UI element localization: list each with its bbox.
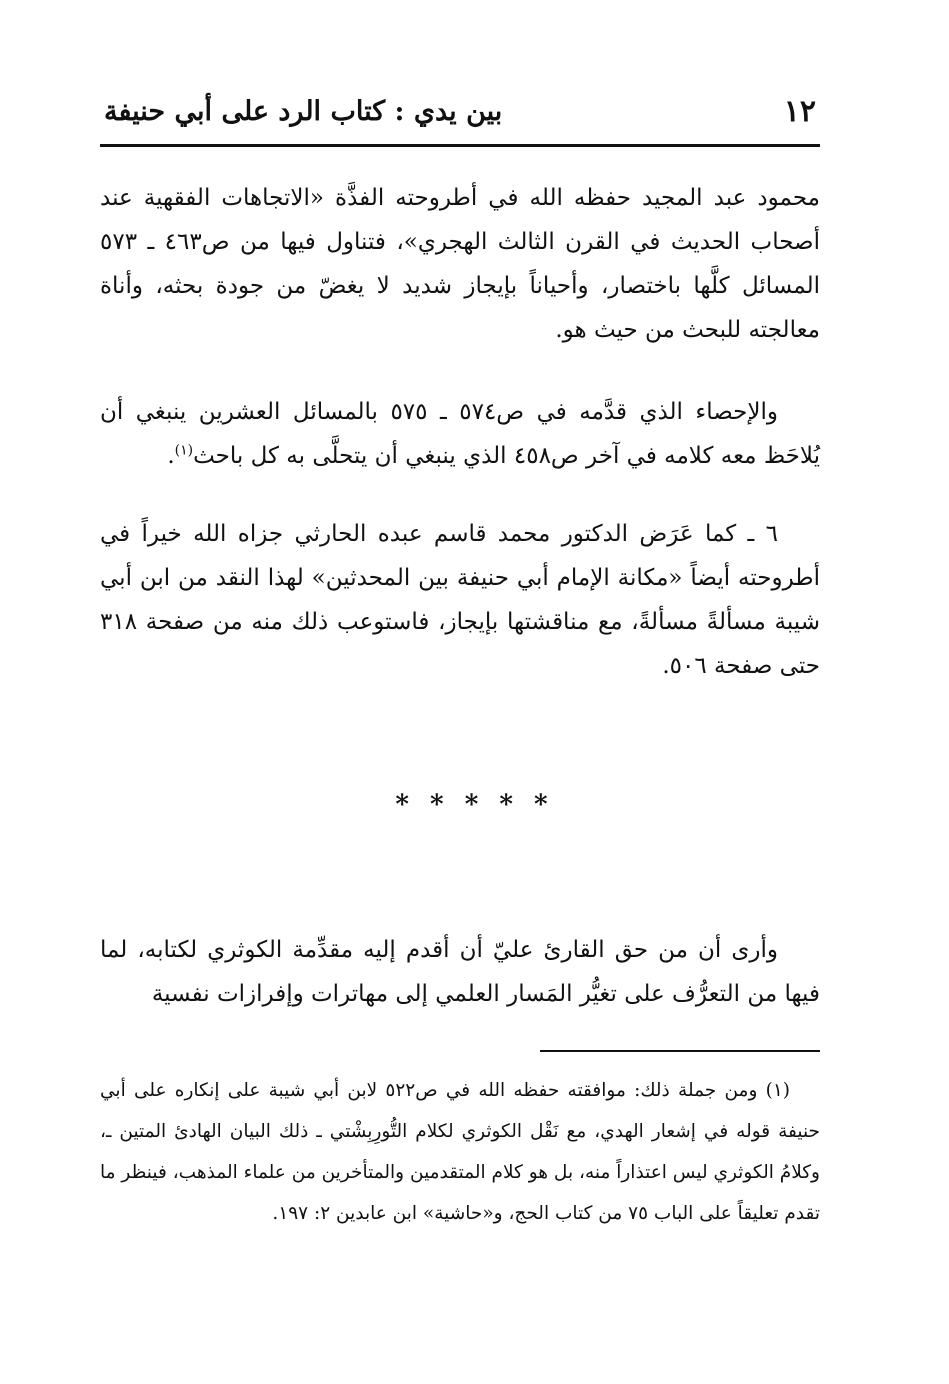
footnote: (١) ومن جملة ذلك: موافقته حفظه الله في ص٥٢٢ لابن أبي شيبة على إنكاره على أبي حنيفة قوله في إشعار الهدي، مع نَقْل الكوثري لكلام التُّورِبِشْتي ـ ذلك البيان الهادئ المتين ـ، وكلامُ الكوثري ليس اعتذاراً منه، بل هو كلام المتقدمين والمتأخرين من علماء المذهب، فينظر ما تقدم تعليقاً على الباب ٧٥ من كتاب الحج، و«حاشية» ابن عابدين ٢: ١٩٧. [100,1080,820,1224]
paragraph-2: والإحصاء الذي قدَّمه في ص٥٧٤ ـ ٥٧٥ بالمسائل العشرين ينبغي أن يُلاحَظ معه كلامه في آخر ص٤٥٨ الذي ينبغي أن يتحلَّى به كل باحث$^{(١)}$. [100,399,820,469]
footnote-reference: (١) [174,442,194,459]
running-title: بين يدي : كتاب الرد على أبي حنيفة [104,96,503,127]
footnote-rule [540,1050,820,1052]
paragraph-3: ٦ ـ كما عَرَض الدكتور محمد قاسم عبده الحارثي جزاه الله خيراً في أطروحته أيضاً «مكانة الإمام أبي حنيفة بين المحدثين» لهذا النقد من ابن أبي شيبة مسألةً مسألةً، مع مناقشتها بإيجاز، فاستوعب ذلك منه من صفحة ٣١٨ حتى صفحة ٥٠٦. [100,521,820,679]
page-header [100,92,818,132]
paragraph-2-text: والإحصاء الذي قدَّمه في ص٥٧٤ ـ ٥٧٥ بالمسائل العشرين ينبغي أن يُلاحَظ معه كلامه في آخر ص٤٥٨ الذي ينبغي أن يتحلَّى به كل باحث [100,399,820,469]
section-separator: * * * * * [395,790,554,820]
page-number: ١٢ [783,94,816,129]
header-rule [100,144,820,147]
paragraph-1: محمود عبد المجيد حفظه الله في أطروحته الفذَّة «الاتجاهات الفقهية عند أصحاب الحديث في القرن الثالث الهجري»، فتناول فيها من ص٤٦٣ ـ ٥٧٣ المسائل كلَّها باختصار، وأحياناً بإيجاز شديد لا يغضّ من جودة بحثه، وأناة معالجته للبحث من حيث هو. [100,185,820,343]
paragraph-4: وأرى أن من حق القارئ عليّ أن أقدم إليه مقدِّمة الكوثري لكتابه، لما فيها من التعرُّف على تغيُّر المَسار العلمي إلى مهاترات وإفرازات نفسية [100,937,820,1007]
